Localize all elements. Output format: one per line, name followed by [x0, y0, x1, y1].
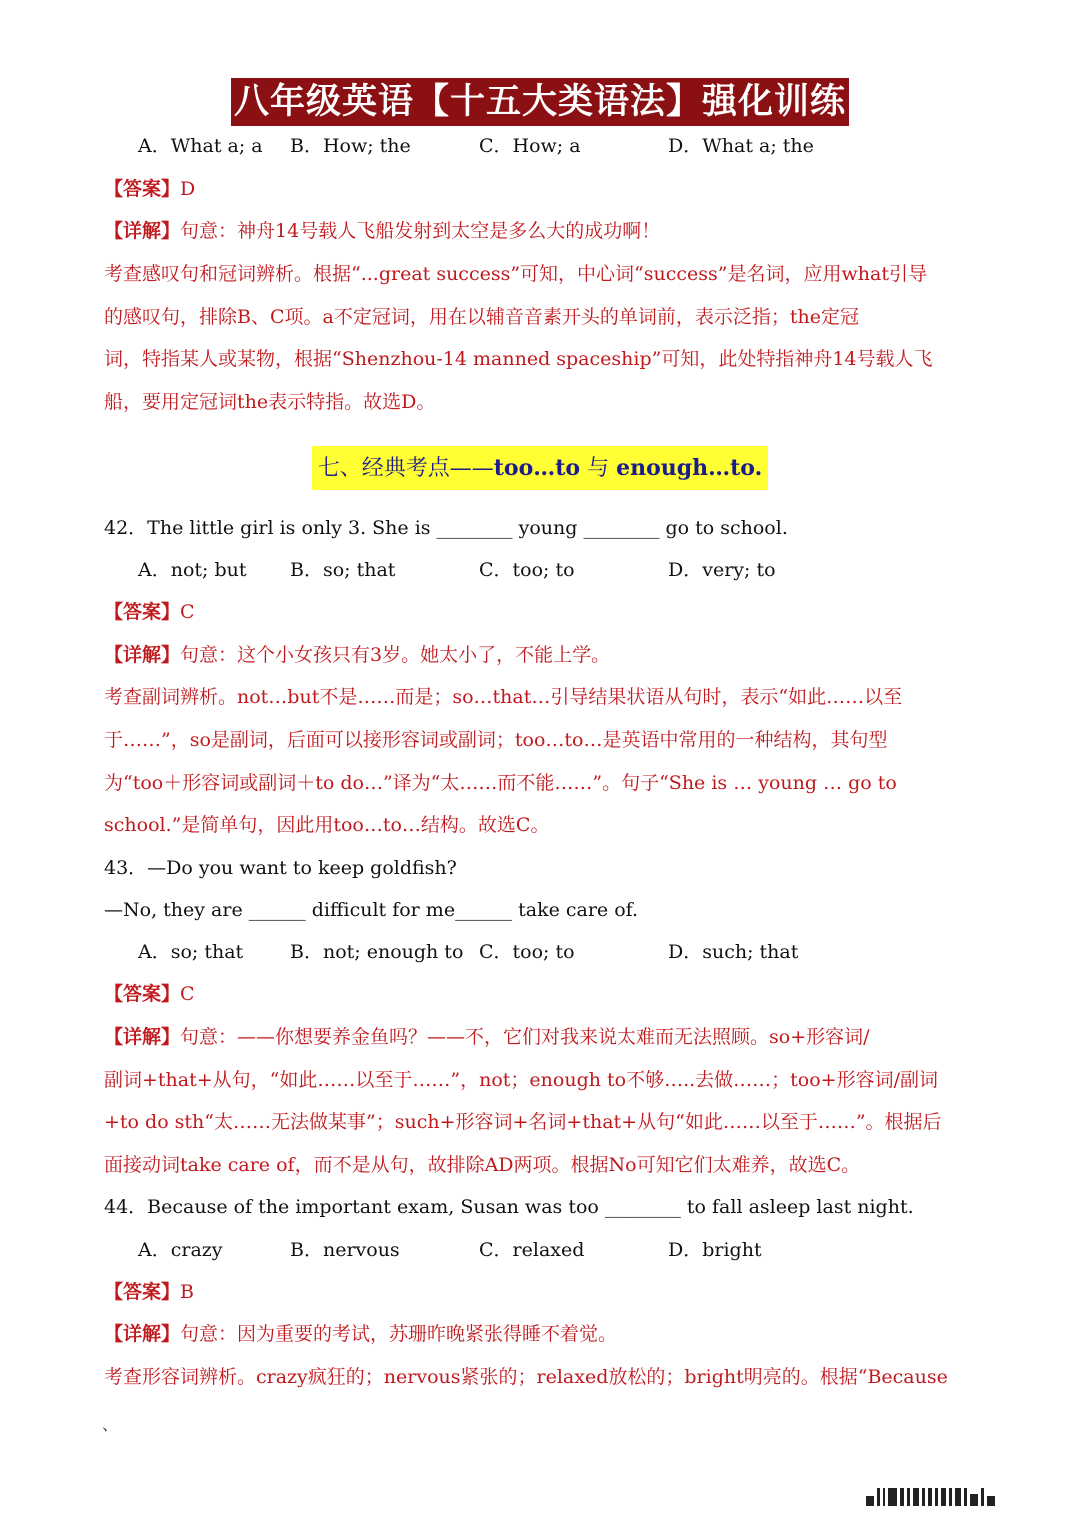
- q43-stem-2: —No, they are ______ difficult for me______ take care of.: [104, 899, 639, 921]
- detail-line: +to do sth“太……无法做某事”；such+形容词+名词+that+从句“如此……以至于……”。根据后: [104, 1111, 942, 1133]
- q42-stem: 42．The little girl is only 3. She is ________ young ________ go to school.: [104, 517, 788, 539]
- detail-line: 考查感叹句和冠词辨析。根据“...great success”可知，中心词“success”是名词，应用what引导: [104, 263, 927, 285]
- q41-option-b[interactable]: B．How; the: [290, 135, 411, 157]
- detail-line: 面接动词take care of，而不是从句，故排除AD两项。根据No可知它们太难养，故选C。: [104, 1154, 861, 1176]
- q42-option-b[interactable]: B．so; that: [290, 559, 396, 581]
- detail-line: 句意：——你想要养金鱼吗？——不，它们对我来说太难而无法照顾。so+形容词/: [180, 1026, 870, 1048]
- q44-option-b[interactable]: B．nervous: [290, 1239, 400, 1261]
- detail-line: 考查形容词辨析。crazy疯狂的；nervous紧张的；relaxed放松的；bright明亮的。根据“Because: [104, 1366, 948, 1388]
- detail-line: 副词+that+从句，“如此……以至于……”，not；enough to不够…..去做……；too+形容词/副词: [104, 1069, 938, 1091]
- detail-line: 句意：神舟14号载人飞船发射到太空是多么大的成功啊！: [180, 220, 661, 242]
- answer-value: B: [180, 1281, 194, 1303]
- q44-options: [138, 1237, 938, 1263]
- q42-answer: [104, 599, 195, 625]
- q43-option-c[interactable]: C．too; to: [479, 941, 575, 963]
- q41-detail: [104, 218, 660, 244]
- q43-option-d[interactable]: D．such; that: [668, 941, 799, 963]
- q41-option-a[interactable]: A．What a; a: [138, 135, 263, 157]
- detail-tag: 【详解】: [104, 1323, 181, 1345]
- detail-tag: 【详解】: [104, 1026, 181, 1048]
- section-bold-1: too…to: [493, 455, 581, 481]
- q43-option-a[interactable]: A．so; that: [138, 941, 244, 963]
- q44-stem: 44．Because of the important exam, Susan was too ________ to fall asleep last night.: [104, 1196, 914, 1218]
- q42-option-a[interactable]: A．not; but: [138, 559, 247, 581]
- answer-tag: 【答案】: [104, 1281, 181, 1303]
- answer-tag: 【答案】: [104, 601, 181, 623]
- q44-option-a[interactable]: A．crazy: [138, 1239, 223, 1261]
- q43-option-b[interactable]: B．not; enough to: [290, 941, 464, 963]
- section-mid: 与: [587, 456, 610, 481]
- q42-options: [138, 557, 938, 583]
- page-title: 八年级英语【十五大类语法】强化训练: [231, 78, 849, 126]
- section-prefix: 七、经典考点——: [317, 456, 494, 481]
- q43-detail: [104, 1024, 870, 1050]
- barcode-mark: [866, 1488, 995, 1506]
- answer-tag: 【答案】: [104, 178, 181, 200]
- answer-value: C: [180, 601, 195, 623]
- q41-answer: [104, 176, 195, 202]
- detail-line: 的感叹句，排除B、C项。a不定冠词，用在以辅音音素开头的单词前，表示泛指；the定冠: [104, 306, 859, 328]
- detail-line: 为“too＋形容词或副词＋to do…”译为“太……而不能……”。句子“She is … young … go to: [104, 772, 897, 794]
- answer-value: C: [180, 983, 195, 1005]
- q43-options: [138, 939, 938, 965]
- section-heading: [312, 446, 768, 490]
- detail-tag: 【详解】: [104, 644, 181, 666]
- detail-line: 句意：这个小女孩只有3岁。她太小了，不能上学。: [180, 644, 611, 666]
- answer-tag: 【答案】: [104, 983, 181, 1005]
- q44-detail: [104, 1321, 617, 1347]
- q41-option-d[interactable]: D．What a; the: [668, 135, 814, 157]
- detail-line: 句意：因为重要的考试，苏珊昨晚紧张得睡不着觉。: [180, 1323, 618, 1345]
- answer-value: D: [180, 178, 196, 200]
- q44-answer: [104, 1279, 194, 1305]
- detail-line: 考查副词辨析。not…but不是……而是；so…that…引导结果状语从句时，表示“如此……以至: [104, 686, 903, 708]
- q44-option-c[interactable]: C．relaxed: [479, 1239, 585, 1261]
- q43-answer: [104, 981, 195, 1007]
- footer-mark: 、: [102, 1415, 119, 1434]
- q41-options: [138, 133, 938, 159]
- q42-option-d[interactable]: D．very; to: [668, 559, 776, 581]
- detail-line: school.”是简单句，因此用too…to…结构。故选C。: [104, 814, 550, 836]
- q44-option-d[interactable]: D．bright: [668, 1239, 762, 1261]
- detail-line: 船，要用定冠词the表示特指。故选D。: [104, 391, 436, 413]
- q42-option-c[interactable]: C．too; to: [479, 559, 575, 581]
- q43-stem-1: 43．—Do you want to keep goldfish?: [104, 857, 457, 879]
- section-bold-2: enough…to.: [616, 455, 763, 481]
- detail-tag: 【详解】: [104, 220, 181, 242]
- detail-line: 于……”，so是副词，后面可以接形容词或副词；too…to…是英语中常用的一种结构，其句型: [104, 729, 888, 751]
- q41-option-c[interactable]: C．How; a: [479, 135, 581, 157]
- q42-detail: [104, 642, 610, 668]
- detail-line: 词，特指某人或某物，根据“Shenzhou-14 manned spaceship”可知，此处特指神舟14号载人飞: [104, 348, 933, 370]
